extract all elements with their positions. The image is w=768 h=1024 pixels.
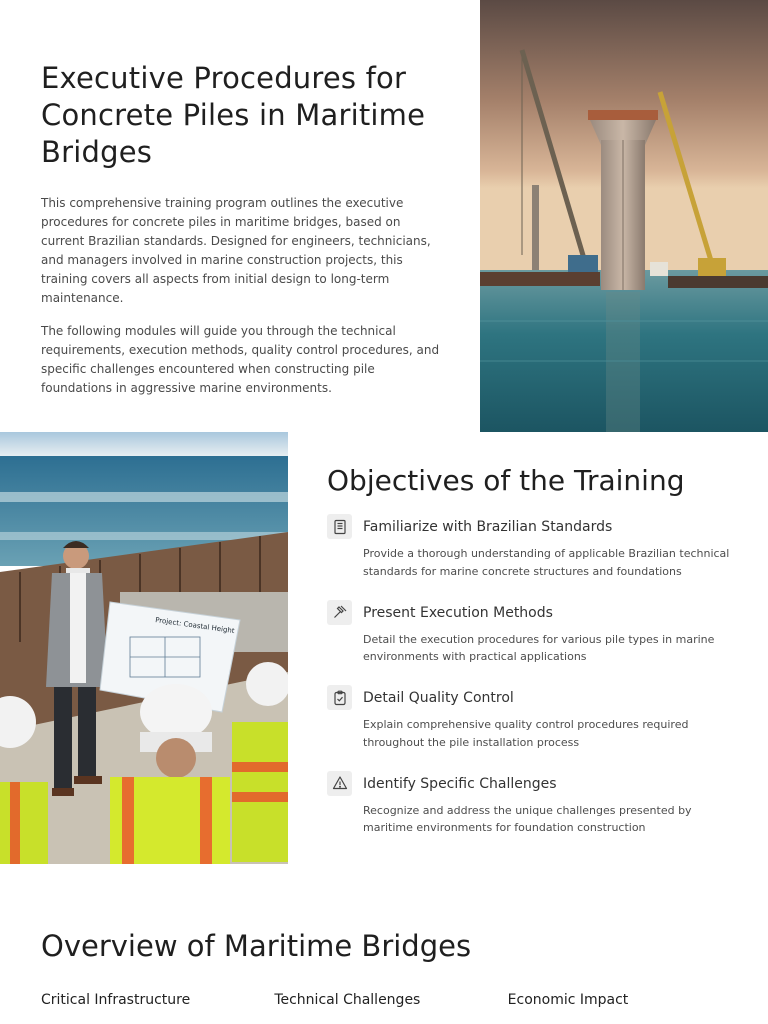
overview-columns xyxy=(41,990,741,1010)
objectives-list xyxy=(327,514,737,856)
warning-icon xyxy=(327,771,352,796)
overview-section xyxy=(41,926,741,1010)
objective-description: Detail the execution procedures for various pile types in marine environments with practical applications xyxy=(363,632,715,663)
objectives-section xyxy=(327,462,737,856)
engineer-briefing-photo xyxy=(0,432,288,864)
hammer-icon xyxy=(327,600,352,625)
objective-description: Provide a thorough understanding of applicable Brazilian technical standards for marine concrete structures and foundations xyxy=(363,547,730,578)
objective-title: Present Execution Methods xyxy=(363,604,553,621)
overview-column-heading: Economic Impact xyxy=(507,992,629,1008)
blueprint-label: Project: Coastal Height xyxy=(154,616,236,636)
page-title: Executive Procedures for Concrete Piles in Maritime Bridges xyxy=(41,61,426,169)
objective-description: Recognize and address the unique challenges presented by maritime environments for foundation construction xyxy=(363,803,692,834)
bridge-pier-photo xyxy=(480,0,768,432)
objective-title: Identify Specific Challenges xyxy=(363,775,557,792)
objective-title: Familiarize with Brazilian Standards xyxy=(363,519,613,535)
hero-text-block xyxy=(41,60,441,398)
modules-paragraph: The following modules will guide you through the technical requirements, execution methods, quality control procedures, and specific challenges encountered when constructing pile foundations in aggressive marine environments. xyxy=(41,324,440,395)
objectives-title: Objectives of the Training xyxy=(327,464,685,497)
objective-item xyxy=(327,600,737,686)
objective-item xyxy=(327,771,737,857)
intro-paragraph: This comprehensive training program outlines the executive procedures for concrete piles in maritime bridges, based on current Brazilian standards. Designed for engineers, technicians, and managers involved in marine construction projects, this training covers all aspects from initial design to long-term maintenance. xyxy=(41,196,431,305)
overview-column-heading: Critical Infrastructure xyxy=(41,992,191,1008)
objective-description: Explain comprehensive quality control procedures required throughout the pile installation process xyxy=(363,718,689,749)
book-icon xyxy=(327,514,352,539)
overview-column-heading: Technical Challenges xyxy=(274,992,421,1008)
objective-title: Detail Quality Control xyxy=(363,690,514,706)
overview-title: Overview of Maritime Bridges xyxy=(41,929,472,963)
objective-item xyxy=(327,514,737,600)
hero-section xyxy=(0,0,768,432)
objective-item xyxy=(327,685,737,771)
clipboard-check-icon xyxy=(327,685,352,710)
